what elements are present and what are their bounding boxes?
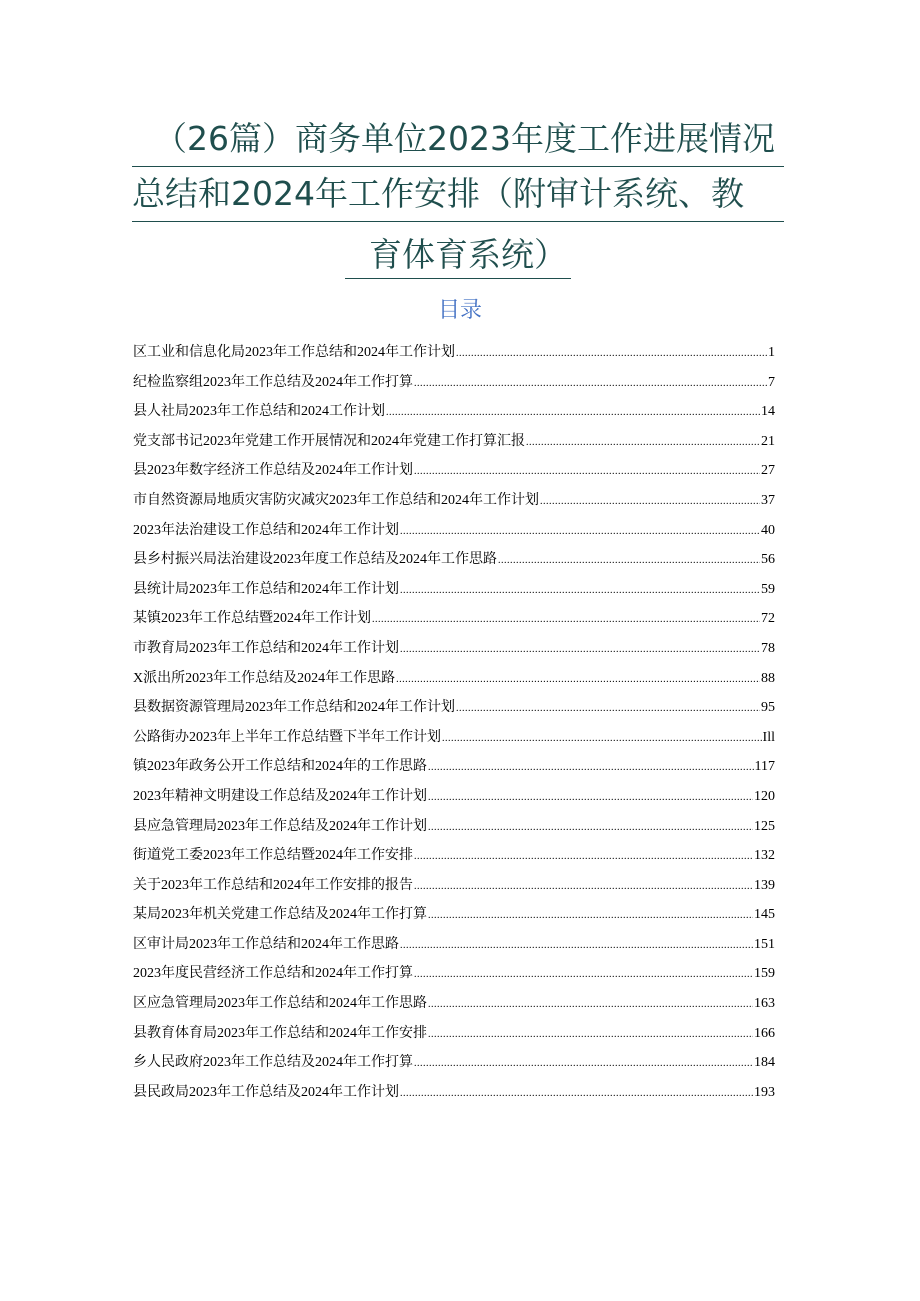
- toc-dot-leader: [396, 664, 760, 695]
- toc-dot-leader: [414, 456, 760, 487]
- toc-entry-page: 139: [754, 877, 775, 893]
- toc-entry-page: 56: [761, 552, 775, 568]
- toc-dot-leader: [428, 989, 753, 1020]
- document-title: [132, 112, 784, 282]
- toc-entry-page: 37: [761, 492, 775, 508]
- toc-dot-leader: [400, 930, 753, 961]
- toc-entry-page: 184: [754, 1055, 775, 1071]
- toc-dot-leader: [428, 900, 753, 931]
- toc-entry[interactable]: [133, 693, 775, 723]
- toc-dot-leader: [428, 1019, 753, 1050]
- toc-dot-leader: [414, 871, 753, 902]
- toc-entry-title: 县2023年数字经济工作总结及2024年工作计划: [133, 463, 413, 479]
- toc-entry[interactable]: [133, 634, 775, 664]
- toc-entry-title: 县数据资源管理局2023年工作总结和2024年工作计划: [133, 700, 455, 716]
- toc-dot-leader: [386, 397, 760, 428]
- toc-entry-page: 95: [761, 700, 775, 716]
- toc-entry-title: 公路街办2023年上半年工作总结暨下半年工作计划: [133, 729, 441, 745]
- toc-entry[interactable]: [133, 368, 775, 398]
- toc-dot-leader: [414, 959, 753, 990]
- toc-entry-title: 县统计局2023年工作总结和2024年工作计划: [133, 581, 399, 597]
- toc-entry[interactable]: [133, 959, 775, 989]
- toc-entry-title: 某镇2023年工作总结暨2024年工作计划: [133, 611, 371, 627]
- toc-dot-leader: [414, 1048, 753, 1079]
- toc-entry-page: 145: [754, 907, 775, 923]
- toc-entry-title: 县人社局2023年工作总结和2024工作计划: [133, 404, 385, 420]
- toc-entry[interactable]: [133, 752, 775, 782]
- title-line-3: [132, 228, 784, 282]
- toc-dot-leader: [414, 841, 753, 872]
- title-line-3-text: 育体育系统）: [345, 232, 571, 279]
- toc-dot-leader: [526, 427, 760, 458]
- toc-entry[interactable]: [133, 1078, 775, 1108]
- toc-dot-leader: [400, 1078, 753, 1109]
- toc-entry-title: 县教育体育局2023年工作总结和2024年工作安排: [133, 1025, 427, 1041]
- toc-heading: 目录: [437, 298, 482, 323]
- toc-entry-page: 193: [754, 1084, 775, 1100]
- title-line-1: （26篇）商务单位2023年度工作进展情况: [132, 112, 784, 167]
- toc-dot-leader: [428, 752, 754, 783]
- toc-entry-page: 40: [761, 522, 775, 538]
- toc-entry[interactable]: [133, 900, 775, 930]
- toc-entry[interactable]: [133, 812, 775, 842]
- toc-entry-page: Ill: [762, 729, 775, 745]
- toc-entry-page: 125: [754, 818, 775, 834]
- toc-entry-title: 某局2023年机关党建工作总结及2024年工作打算: [133, 907, 427, 923]
- toc-entry-page: 120: [754, 788, 775, 804]
- toc-entry[interactable]: [133, 1048, 775, 1078]
- toc-entry[interactable]: [133, 604, 775, 634]
- toc-entry-title: 区工业和信息化局2023年工作总结和2024年工作计划: [133, 345, 455, 360]
- toc-entry[interactable]: [133, 664, 775, 694]
- toc-entry[interactable]: [133, 1019, 775, 1049]
- toc-dot-leader: [372, 604, 760, 635]
- toc-entry-page: 151: [754, 936, 775, 952]
- toc-dot-leader: [400, 516, 760, 547]
- toc-entry-title: X派出所2023年工作总结及2024年工作思路: [133, 670, 396, 686]
- toc-entry-page: 72: [761, 611, 775, 627]
- toc-entry[interactable]: [133, 397, 775, 427]
- toc-entry[interactable]: [133, 575, 775, 605]
- toc-entry-title: 2023年度民营经济工作总结和2024年工作打算: [133, 966, 413, 982]
- toc-entry-page: 159: [754, 966, 775, 982]
- toc-entry-page: 117: [754, 759, 775, 775]
- title-line-2: 总结和2024年工作安排（附审计系统、教: [132, 167, 784, 222]
- toc-entry[interactable]: [133, 871, 775, 901]
- table-of-contents: [133, 338, 775, 1107]
- toc-dot-leader: [414, 368, 767, 399]
- toc-entry[interactable]: [133, 930, 775, 960]
- toc-entry-page: 27: [761, 463, 775, 479]
- toc-entry[interactable]: [133, 545, 775, 575]
- toc-entry[interactable]: [133, 989, 775, 1019]
- toc-dot-leader: [540, 486, 760, 517]
- toc-dot-leader: [456, 338, 767, 369]
- toc-entry-page: 1: [768, 345, 775, 360]
- toc-entry-page: 14: [761, 404, 775, 420]
- toc-entry-page: 59: [761, 581, 775, 597]
- toc-entry-title: 乡人民政府2023年工作总结及2024年工作打算: [133, 1055, 413, 1071]
- toc-entry-title: 纪检监察组2023年工作总结及2024年工作打算: [133, 374, 413, 390]
- toc-entry-page: 78: [761, 640, 775, 656]
- toc-entry[interactable]: [133, 456, 775, 486]
- toc-entry[interactable]: [133, 782, 775, 812]
- toc-entry-page: 166: [754, 1025, 775, 1041]
- toc-entry-title: 镇2023年政务公开工作总结和2024年的工作思路: [133, 759, 427, 775]
- toc-entry-title: 县乡村振兴局法治建设2023年度工作总结及2024年工作思路: [133, 552, 497, 568]
- toc-entry[interactable]: [133, 427, 775, 457]
- toc-entry-page: 132: [754, 848, 775, 864]
- toc-entry-title: 区应急管理局2023年工作总结和2024年工作思路: [133, 996, 427, 1012]
- toc-entry[interactable]: [133, 338, 775, 368]
- toc-entry-title: 街道党工委2023年工作总结暨2024年工作安排: [133, 848, 413, 864]
- toc-entry-page: 163: [754, 996, 775, 1012]
- toc-entry-title: 县应急管理局2023年工作总结及2024年工作计划: [133, 818, 427, 834]
- toc-dot-leader: [428, 782, 753, 813]
- toc-entry-title: 市自然资源局地质灾害防灾减灾2023年工作总结和2024年工作计划: [133, 492, 539, 508]
- toc-entry-title: 市教育局2023年工作总结和2024年工作计划: [133, 640, 399, 656]
- toc-dot-leader: [400, 634, 760, 665]
- toc-entry-page: 21: [761, 433, 775, 449]
- toc-dot-leader: [456, 693, 760, 724]
- toc-entry[interactable]: [133, 486, 775, 516]
- toc-entry-title: 2023年精神文明建设工作总结及2024年工作计划: [133, 788, 427, 804]
- toc-entry-title: 关于2023年工作总结和2024年工作安排的报告: [133, 877, 413, 893]
- toc-entry-title: 党支部书记2023年党建工作开展情况和2024年党建工作打算汇报: [133, 433, 525, 449]
- toc-dot-leader: [400, 575, 760, 606]
- toc-entry[interactable]: [133, 841, 775, 871]
- toc-entry-page: 7: [768, 374, 775, 390]
- toc-entry-title: 2023年法治建设工作总结和2024年工作计划: [133, 522, 399, 538]
- toc-entry[interactable]: [133, 516, 775, 546]
- toc-entry-page: 88: [761, 670, 775, 686]
- toc-dot-leader: [498, 545, 760, 576]
- toc-dot-leader: [442, 723, 762, 754]
- toc-entry[interactable]: [133, 723, 775, 753]
- toc-entry-title: 区审计局2023年工作总结和2024年工作思路: [133, 936, 399, 952]
- toc-dot-leader: [428, 812, 753, 843]
- toc-entry-title: 县民政局2023年工作总结及2024年工作计划: [133, 1084, 399, 1100]
